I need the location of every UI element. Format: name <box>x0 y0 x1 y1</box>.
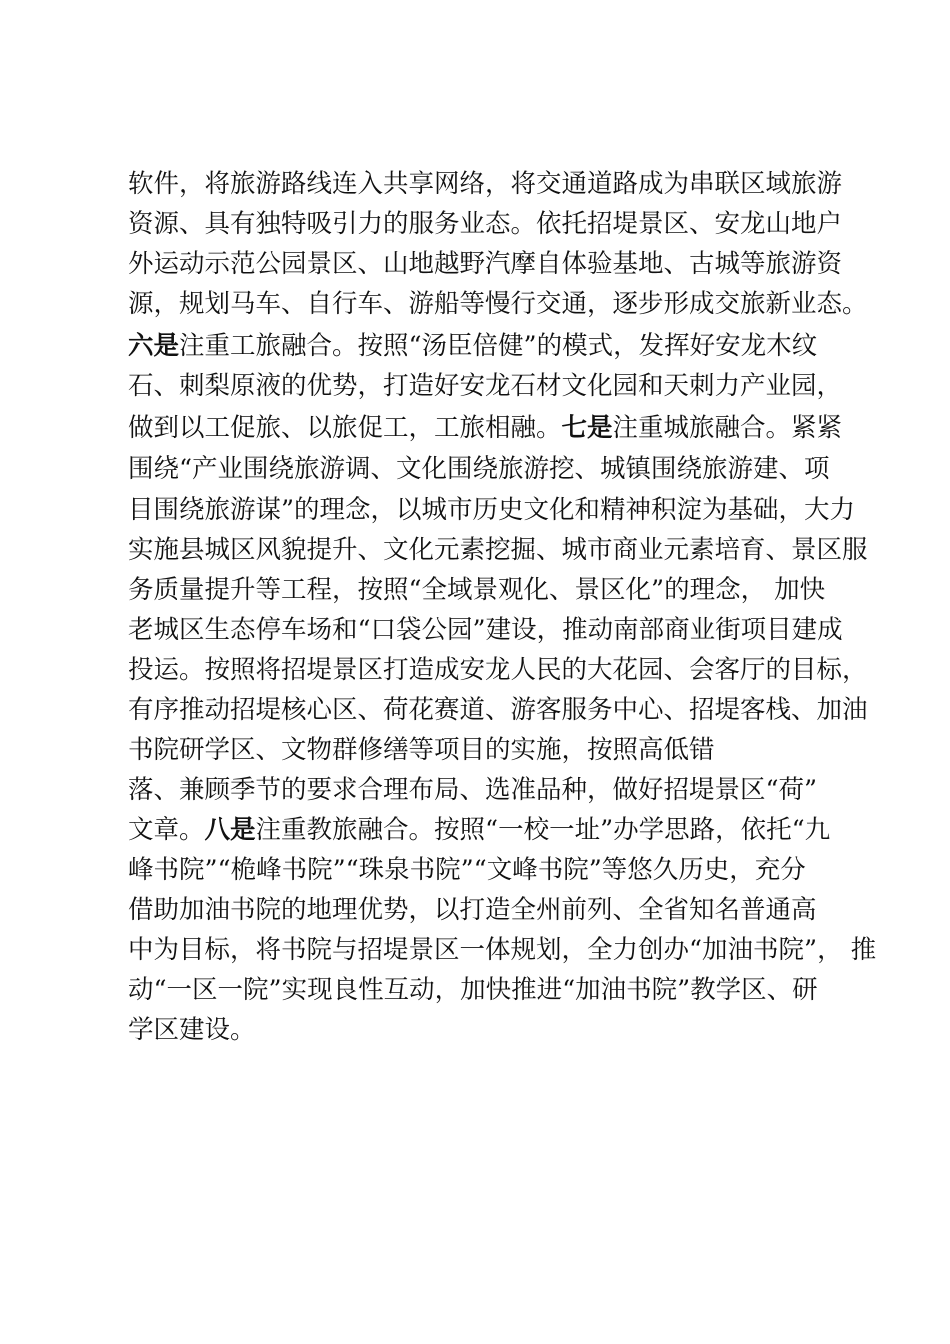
text-line: 学区建设。 <box>128 1015 256 1045</box>
text-line: 动“一区一院”实现良性互动，加快推进“加油书院”教学区、研 <box>128 975 818 1005</box>
text-line: 借助加油书院的地理优势，以打造全州前列、全省知名普通高 <box>128 895 817 925</box>
text-line: 实施县城区风貌提升、文化元素挖掘、城市商业元素培育、景区服 <box>128 535 868 565</box>
text-line: 务质量提升等工程，按照“全域景观化、景区化”的理念， 加快 <box>128 575 826 605</box>
text-span: 注重工旅融合。按照“汤臣倍健”的模式，发挥好安龙木纹 <box>179 331 818 361</box>
text-line: 资源、具有独特吸引力的服务业态。依托招堤景区、安龙山地户 <box>128 209 843 239</box>
text-line: 石、刺梨原液的优势，打造好安龙石材文化园和天刺力产业园， <box>128 371 843 401</box>
text-line <box>128 812 830 848</box>
text-line <box>128 328 817 364</box>
text-line: 软件，将旅游路线连入共享网络，将交通道路成为串联区域旅游 <box>128 169 843 199</box>
text-span: 注重教旅融合。按照“一校一址”办学思路，依托“九 <box>255 815 831 845</box>
text-span: 注重城旅融合。紧紧 <box>612 413 843 443</box>
text-line: 外运动示范公园景区、山地越野汽摩自体验基地、古城等旅游资 <box>128 249 843 279</box>
text-line: 源，规划马车、自行车、游船等慢行交通，逐步形成交旅新业态。 <box>128 289 868 319</box>
text-line: 落、兼顾季节的要求合理布局、选准品种，做好招堤景区“荷” <box>128 775 818 805</box>
item-marker-six: 六是 <box>128 331 180 361</box>
text-line: 老城区生态停车场和“口袋公园”建设，推动南部商业街项目建成 <box>128 615 843 645</box>
text-span: 做到以工促旅、以旅促工，工旅相融。 <box>128 413 562 443</box>
text-line: 中为目标，将书院与招堤景区一体规划，全力创办“加油书院”， 推 <box>128 935 877 965</box>
text-line: 投运。按照将招堤景区打造成安龙人民的大花园、会客厅的目标， <box>128 655 868 685</box>
text-span: 文章。 <box>128 815 205 845</box>
text-line: 围绕“产业围绕旅游调、文化围绕旅游挖、城镇围绕旅游建、项 <box>128 454 830 484</box>
item-marker-eight: 八是 <box>204 815 256 845</box>
item-marker-seven: 七是 <box>561 413 613 443</box>
text-line: 目围绕旅游谋”的理念，以城市历史文化和精神积淀为基础，大力 <box>128 495 856 525</box>
text-line: 书院研学区、文物群修缮等项目的实施，按照高低错 <box>128 735 715 765</box>
text-line: 峰书院”“桅峰书院”“珠泉书院”“文峰书院”等悠久历史，充分 <box>128 855 806 885</box>
text-line: 有序推动招堤核心区、荷花赛道、游客服务中心、招堤客栈、加油 <box>128 695 868 725</box>
text-line <box>128 410 842 446</box>
